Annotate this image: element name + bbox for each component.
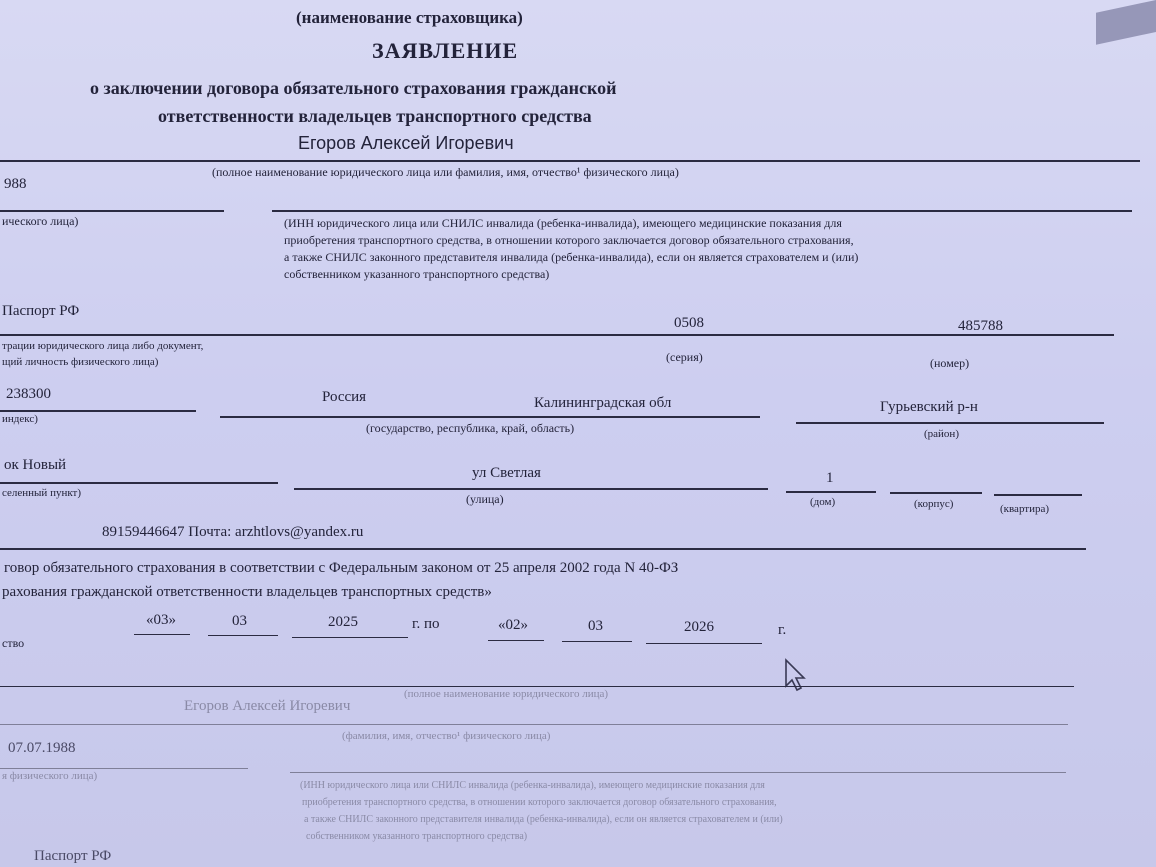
address-settlement: ок Новый bbox=[4, 457, 67, 473]
street-caption: (улица) bbox=[466, 492, 504, 506]
building-line bbox=[890, 492, 982, 494]
term-to-year: 2026 bbox=[684, 619, 714, 635]
from-year-line bbox=[292, 637, 408, 638]
street-line bbox=[294, 488, 768, 490]
to-day-line bbox=[488, 640, 544, 641]
insurant-name-caption: (полное наименование юридического лица или фамилия, имя, отчество¹ физического лица) bbox=[212, 165, 679, 179]
owner-legal-line bbox=[0, 686, 1074, 687]
owner-name-line bbox=[0, 724, 1068, 725]
address-country: Россия bbox=[322, 389, 367, 405]
apartment-line bbox=[994, 494, 1082, 496]
term-to-suffix: г. bbox=[778, 622, 787, 638]
address-index: 238300 bbox=[6, 386, 51, 402]
contract-line2: рахования гражданской ответственности владельцев транспортных средств» bbox=[2, 584, 492, 600]
number-caption: (номер) bbox=[930, 356, 970, 370]
form-subtitle-line2: ответственности владельцев транспортного средства bbox=[158, 106, 592, 126]
inn-caption-line3: а также СНИЛС законного представителя инвалида (ребенка-инвалида), если он является страхователем и (или) bbox=[284, 250, 859, 264]
address-district: Гурьевский р-н bbox=[880, 399, 978, 415]
term-to-month: 03 bbox=[588, 618, 603, 634]
owner-name-caption: (фамилия, имя, отчество¹ физического лица) bbox=[342, 730, 551, 742]
inn-caption-line4: собственником указанного транспортного средства) bbox=[284, 267, 550, 281]
phone-email: 89159446647 Почта: arzhtlovs@yandex.ru bbox=[102, 524, 364, 540]
term-from-day: «03» bbox=[146, 612, 176, 628]
owner-birth-line bbox=[0, 768, 248, 769]
inn-caption-line2: приобретения транспортного средства, в отношении которого заключается договор обязательного страхования, bbox=[284, 233, 854, 247]
to-month-line bbox=[562, 641, 632, 642]
document-series: 0508 bbox=[674, 315, 704, 331]
district-line bbox=[796, 422, 1104, 424]
settlement-line bbox=[0, 482, 278, 484]
owner-inn-caption-line1: (ИНН юридического лица или СНИЛС инвалида (ребенка-инвалида), имеющего медицинские показания для bbox=[300, 780, 765, 791]
document-number: 485788 bbox=[958, 318, 1003, 334]
document-type: Паспорт РФ bbox=[2, 303, 80, 319]
insurant-name: Егоров Алексей Игоревич bbox=[298, 133, 514, 153]
screen-edge bbox=[1096, 0, 1156, 45]
insurant-birth-partial: 988 bbox=[4, 176, 27, 192]
address-region: Калининградская обл bbox=[534, 395, 672, 411]
from-month-line bbox=[208, 635, 278, 636]
region-line bbox=[220, 416, 760, 418]
house-caption: (дом) bbox=[810, 496, 836, 508]
owner-legal-caption: (полное наименование юридического лица) bbox=[404, 688, 609, 700]
insurant-name-line bbox=[0, 160, 1140, 162]
to-year-line bbox=[646, 643, 762, 644]
form-subtitle-line1: о заключении договора обязательного страхования гражданской bbox=[90, 78, 617, 98]
owner-birth-date: 07.07.1988 bbox=[8, 740, 76, 756]
document-caption-line2: щий личность физического лица) bbox=[2, 356, 159, 368]
document-line bbox=[0, 334, 1114, 336]
building-caption: (корпус) bbox=[914, 498, 954, 510]
owner-name: Егоров Алексей Игоревич bbox=[184, 698, 351, 714]
apartment-caption: (квартира) bbox=[1000, 503, 1050, 515]
address-house: 1 bbox=[826, 470, 834, 486]
insurer-caption: (наименование страховщика) bbox=[296, 8, 523, 27]
owner-inn-line bbox=[290, 772, 1066, 773]
term-from-suffix: г. по bbox=[412, 616, 440, 632]
term-label: ство bbox=[2, 636, 25, 650]
index-caption: индекс) bbox=[2, 413, 38, 425]
inn-line bbox=[272, 210, 1132, 212]
house-line bbox=[786, 491, 876, 493]
region-caption: (государство, республика, край, область) bbox=[366, 421, 575, 435]
inn-caption-line1: (ИНН юридического лица или СНИЛС инвалида (ребенка-инвалида), имеющего медицинские показания для bbox=[284, 216, 842, 230]
term-from-month: 03 bbox=[232, 613, 247, 629]
owner-document-type: Паспорт РФ bbox=[34, 848, 112, 864]
district-caption: (район) bbox=[924, 428, 959, 440]
owner-inn-caption-line2: приобретения транспортного средства, в отношении которого заключается договор обязательного страхования, bbox=[302, 797, 777, 808]
birth-line bbox=[0, 210, 224, 212]
address-street: ул Светлая bbox=[472, 465, 541, 481]
owner-inn-caption-line4: собственником указанного транспортного средства) bbox=[306, 831, 528, 842]
birth-caption: ического лица) bbox=[2, 214, 79, 228]
settlement-caption: селенный пункт) bbox=[2, 487, 82, 499]
index-line bbox=[0, 410, 196, 412]
contact-line bbox=[0, 548, 1086, 550]
term-from-year: 2025 bbox=[328, 614, 358, 630]
form-title: ЗАЯВЛЕНИЕ bbox=[372, 38, 519, 63]
owner-birth-caption: я физического лица) bbox=[2, 770, 98, 782]
document-caption-line1: трации юридического лица либо документ, bbox=[2, 340, 204, 352]
owner-inn-caption-line3: а также СНИЛС законного представителя инвалида (ребенка-инвалида), если он является страхователем и (или) bbox=[304, 814, 783, 825]
from-day-line bbox=[134, 634, 190, 635]
contract-line1: говор обязательного страхования в соответствии с Федеральным законом от 25 апреля 2002 года N 40-ФЗ bbox=[4, 560, 679, 576]
series-caption: (серия) bbox=[666, 350, 703, 364]
term-to-day: «02» bbox=[498, 617, 528, 633]
